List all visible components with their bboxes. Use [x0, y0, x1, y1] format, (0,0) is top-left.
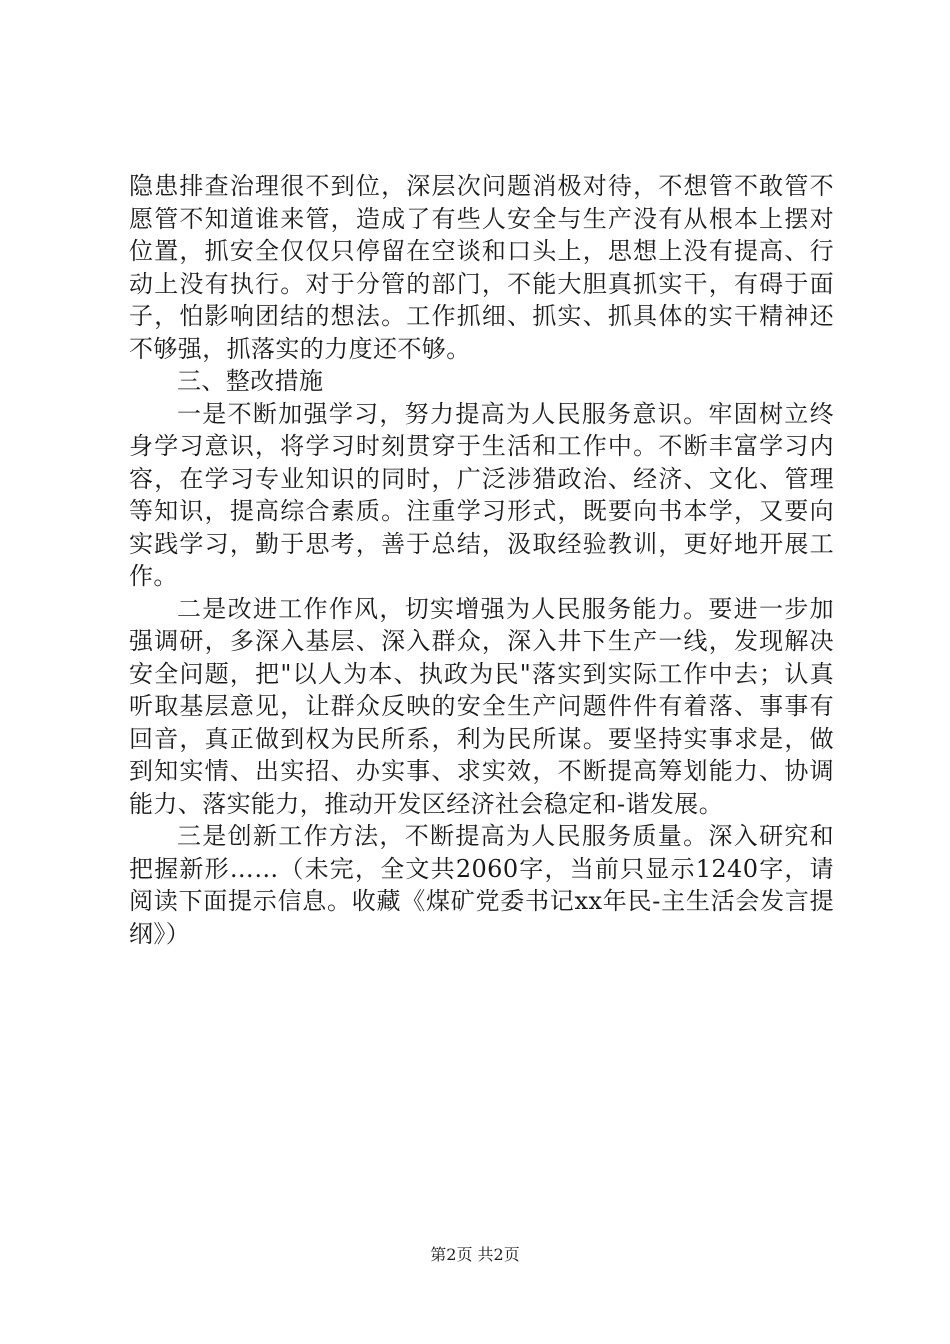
- page-number: 第2页: [430, 1245, 473, 1264]
- paragraph-measure-study: 一是不断加强学习，努力提高为人民服务意识。牢固树立终身学习意识，将学习时刻贯穿于生活和工作中。不断丰富学习内容，在学习专业知识的同时，广泛涉猎政治、经济、文化、管理等知识，提高综合素质。注重学习形式，既要向书本学，又要向实践学习，勤于思考，善于总结，汲取经验教训，更好地开展工作。: [129, 399, 834, 590]
- page-footer: [0, 1245, 950, 1265]
- paragraph-measure-innovation: 三是创新工作方法，不断提高为人民服务质量。深入研究和把握新形……（未完，全文共2060字，当前只显示1240字，请阅读下面提示信息。收藏《煤矿党委书记xx年民-主生活会发言提纲》）: [129, 822, 834, 948]
- paragraph-hazard-investigation: 隐患排查治理很不到位，深层次问题消极对待，不想管不敢管不愿管不知道谁来管，造成了有些人安全与生产没有从根本上摆对位置，抓安全仅仅只停留在空谈和口头上，思想上没有提高、行动上没有执行。对于分管的部门，不能大胆真抓实干，有碍于面子，怕影响团结的想法。工作抓细、抓实、抓具体的实干精神还不够强，抓落实的力度还不够。: [129, 172, 834, 363]
- document-body: [129, 170, 834, 950]
- section-heading-rectification: 三、整改措施: [177, 367, 324, 395]
- page-total: 共2页: [477, 1245, 520, 1264]
- paragraph-measure-work-style: 二是改进工作作风，切实增强为人民服务能力。要进一步加强调研，多深入基层、深入群众，深入井下生产一线，发现解决安全问题，把"以人为本、执政为民"落实到实际工作中去；认真听取基层意见，让群众反映的安全生产问题件件有着落、事事有回音，真正做到权为民所系，利为民所谋。要坚持实事求是，做到知实情、出实招、办实事、求实效，不断提高筹划能力、协调能力、落实能力，推动开发区经济社会稳定和-谐发展。: [129, 594, 834, 818]
